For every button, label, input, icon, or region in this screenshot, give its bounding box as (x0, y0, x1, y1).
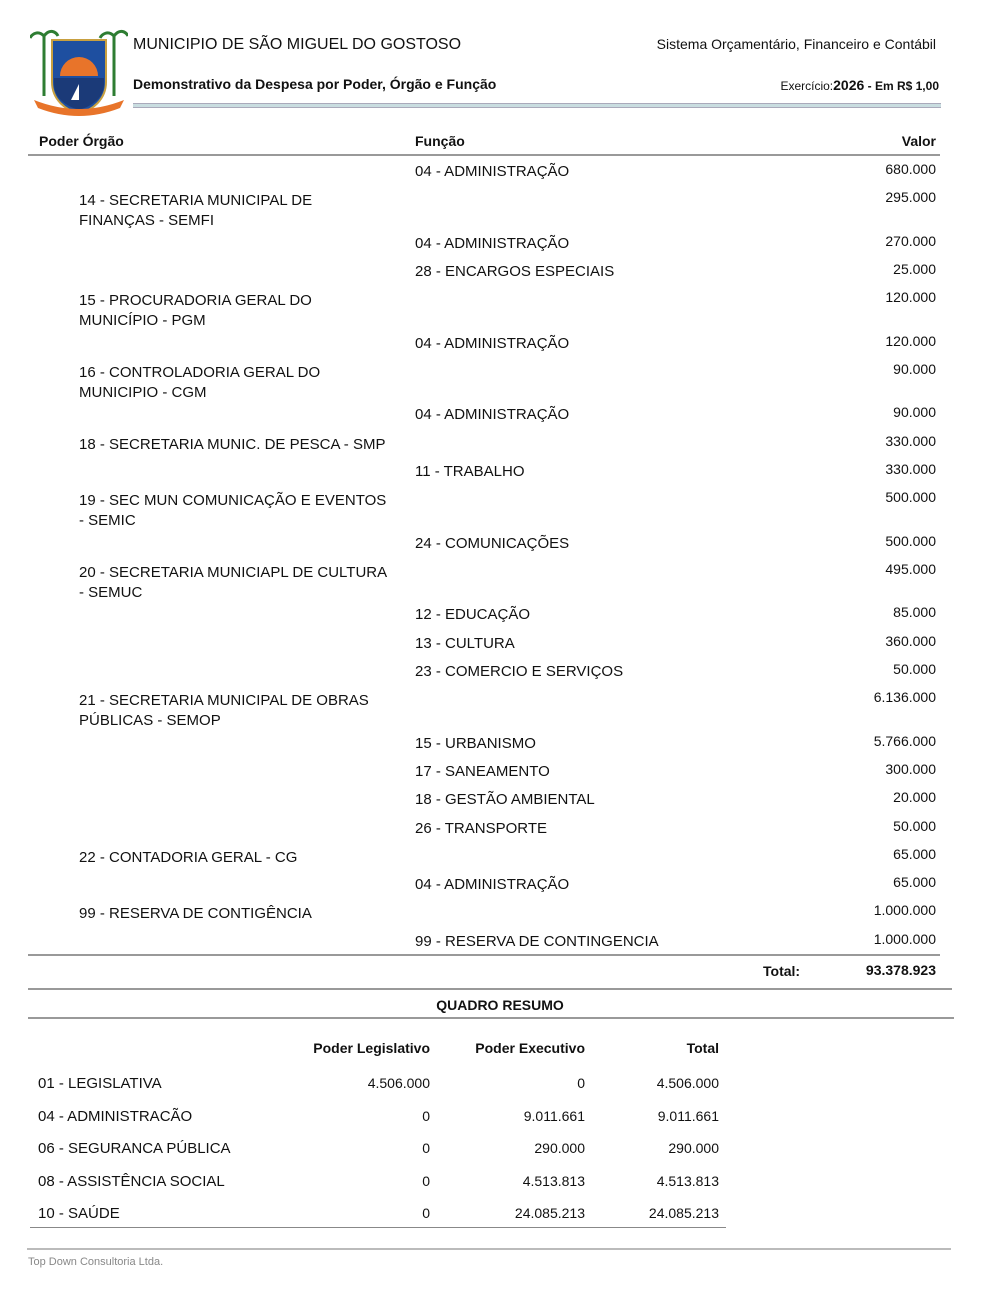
valor-cell: 50.000 (893, 817, 936, 834)
table-row (28, 160, 940, 188)
funcao-cell: 24 - COMUNICAÇÕES (415, 534, 570, 552)
org-cell: 19 - SEC MUN COMUNICAÇÃO E EVENTOS - SEMIC (79, 492, 387, 530)
funcao-cell: 04 - ADMINISTRAÇÃO (415, 406, 570, 424)
funcao-cell: 04 - ADMINISTRAÇÃO (415, 334, 570, 352)
valor-cell: 120.000 (885, 332, 936, 349)
summary-funcao: 04 - ADMINISTRACÃO (38, 1107, 193, 1125)
summary-executivo: 24.085.213 (514, 1205, 585, 1222)
summary-row (28, 1200, 728, 1233)
org-cell: 22 - CONTADORIA GERAL - CG (79, 848, 298, 866)
table-row (28, 288, 940, 331)
table-row (28, 232, 940, 260)
summary-total: 4.513.813 (656, 1172, 719, 1189)
column-header-org: Poder Órgão (39, 133, 124, 149)
table-row (28, 260, 940, 288)
table-row (28, 432, 940, 460)
valor-cell: 330.000 (885, 432, 936, 449)
valor-cell: 270.000 (885, 232, 936, 249)
summary-funcao: 06 - SEGURANCA PÚBLICA (38, 1140, 231, 1158)
valor-cell: 500.000 (885, 532, 936, 549)
summary-legislativo: 0 (422, 1140, 430, 1157)
valor-cell: 120.000 (885, 289, 936, 306)
table-row (28, 732, 940, 760)
funcao-cell: 26 - TRANSPORTE (415, 819, 547, 837)
valor-cell: 90.000 (893, 404, 936, 421)
report-title: Demonstrativo da Despesa por Poder, Órgão e Função (133, 76, 497, 92)
table-row (28, 760, 940, 788)
funcao-cell: 12 - EDUCAÇÃO (415, 606, 531, 624)
valor-cell: 25.000 (893, 260, 936, 277)
valor-cell: 6.136.000 (873, 689, 936, 706)
valor-cell: 85.000 (893, 604, 936, 621)
table-row (28, 788, 940, 816)
valor-cell: 5.766.000 (873, 732, 936, 749)
summary-legislativo: 0 (422, 1205, 430, 1222)
header-divider (133, 103, 941, 108)
summary-header-executivo: Poder Executivo (475, 1040, 585, 1056)
summary-total: 4.506.000 (656, 1075, 719, 1091)
summary-title-divider (28, 1017, 954, 1019)
table-row (28, 901, 940, 929)
funcao-cell: 13 - CULTURA (415, 634, 515, 652)
valor-cell: 680.000 (885, 161, 936, 177)
table-row (28, 332, 940, 360)
summary-funcao: 10 - SAÚDE (38, 1205, 120, 1223)
valor-cell: 1.000.000 (873, 930, 936, 947)
summary-top-divider (28, 988, 952, 990)
summary-executivo: 4.513.813 (522, 1172, 585, 1189)
summary-header-total: Total (686, 1040, 719, 1056)
summary-total: 24.085.213 (648, 1205, 719, 1222)
table-row (28, 403, 940, 431)
summary-total: 9.011.661 (657, 1107, 719, 1124)
org-cell: 99 - RESERVA DE CONTIGÊNCIA (79, 905, 312, 923)
valor-cell: 295.000 (885, 189, 936, 206)
table-row (28, 488, 940, 531)
exercise-info (780, 77, 939, 93)
expense-table (28, 160, 940, 958)
funcao-cell: 04 - ADMINISTRAÇÃO (415, 876, 570, 894)
summary-row (28, 1103, 728, 1136)
funcao-cell: 28 - ENCARGOS ESPECIAIS (415, 262, 615, 280)
valor-cell: 330.000 (885, 460, 936, 477)
summary-funcao: 08 - ASSISTÊNCIA SOCIAL (38, 1172, 225, 1190)
total-value: 93.378.923 (865, 962, 936, 978)
valor-cell: 500.000 (885, 489, 936, 506)
summary-funcao: 01 - LEGISLATIVA (38, 1075, 162, 1092)
summary-legislativo: 0 (422, 1172, 430, 1189)
municipality-name: MUNICIPIO DE SÃO MIGUEL DO GOSTOSO (133, 36, 462, 53)
table-row (28, 460, 940, 488)
valor-cell: 65.000 (893, 874, 936, 891)
footer-divider (27, 1248, 951, 1250)
org-cell: 16 - CONTROLADORIA GERAL DO MUNICIPIO - CGM (79, 363, 321, 401)
funcao-cell: 17 - SANEAMENTO (415, 762, 550, 780)
exercise-year: 2026 (833, 77, 865, 93)
system-name: Sistema Orçamentário, Financeiro e Contábil (656, 36, 936, 52)
column-header-funcao: Função (415, 133, 465, 149)
valor-cell: 495.000 (885, 560, 936, 577)
valor-cell: 20.000 (893, 789, 936, 806)
summary-table (28, 1070, 728, 1233)
table-row (28, 873, 940, 901)
table-header-divider (28, 154, 940, 156)
table-row (28, 188, 940, 231)
funcao-cell: 23 - COMERCIO E SERVIÇOS (415, 662, 624, 680)
org-cell: 21 - SECRETARIA MUNICIPAL DE OBRAS PÚBLICAS - SEMOP (79, 692, 369, 730)
valor-cell: 1.000.000 (873, 902, 936, 919)
summary-row (28, 1135, 728, 1168)
summary-legislativo: 4.506.000 (367, 1075, 430, 1091)
column-header-valor: Valor (901, 133, 936, 149)
table-row (28, 603, 940, 631)
org-cell: 14 - SECRETARIA MUNICIPAL DE FINANÇAS - SEMFI (79, 192, 313, 230)
org-cell: 15 - PROCURADORIA GERAL DO MUNICÍPIO - PGM (79, 292, 312, 330)
funcao-cell: 15 - URBANISMO (415, 734, 536, 752)
summary-executivo: 0 (577, 1075, 585, 1091)
valor-cell: 360.000 (885, 632, 936, 649)
municipal-coat-of-arms-logo (30, 26, 128, 118)
table-row (28, 632, 940, 660)
org-cell: 20 - SECRETARIA MUNICIAPL DE CULTURA - SEMUC (79, 563, 387, 601)
funcao-cell: 18 - GESTÃO AMBIENTAL (415, 791, 595, 809)
table-row (28, 560, 940, 603)
summary-row (28, 1070, 728, 1103)
summary-legislativo: 0 (422, 1107, 430, 1124)
table-row (28, 360, 940, 403)
footer-company: Top Down Consultoria Ltda. (28, 1256, 164, 1268)
summary-bottom-divider (30, 1227, 726, 1228)
total-label: Total: (763, 963, 801, 979)
total-divider (28, 954, 940, 956)
table-row (28, 817, 940, 845)
org-cell: 18 - SECRETARIA MUNIC. DE PESCA - SMP (79, 435, 386, 453)
funcao-cell: 11 - TRABALHO (415, 462, 525, 480)
valor-cell: 50.000 (893, 660, 936, 677)
funcao-cell: 99 - RESERVA DE CONTINGENCIA (415, 932, 659, 950)
table-row (28, 532, 940, 560)
summary-header-legislativo: Poder Legislativo (313, 1040, 430, 1056)
exercise-label: Exercício: (780, 79, 834, 93)
summary-row (28, 1168, 728, 1201)
summary-title: QUADRO RESUMO (436, 997, 564, 1013)
funcao-cell: 04 - ADMINISTRAÇÃO (415, 234, 570, 252)
currency-note: - Em R$ 1,00 (867, 79, 939, 93)
table-row (28, 845, 940, 873)
valor-cell: 90.000 (893, 360, 936, 377)
valor-cell: 300.000 (885, 760, 936, 777)
funcao-cell: 04 - ADMINISTRAÇÃO (415, 163, 570, 180)
table-row (28, 660, 940, 688)
table-row (28, 688, 940, 731)
summary-total: 290.000 (668, 1140, 719, 1157)
summary-executivo: 9.011.661 (523, 1107, 585, 1124)
summary-executivo: 290.000 (534, 1140, 585, 1157)
valor-cell: 65.000 (893, 845, 936, 862)
